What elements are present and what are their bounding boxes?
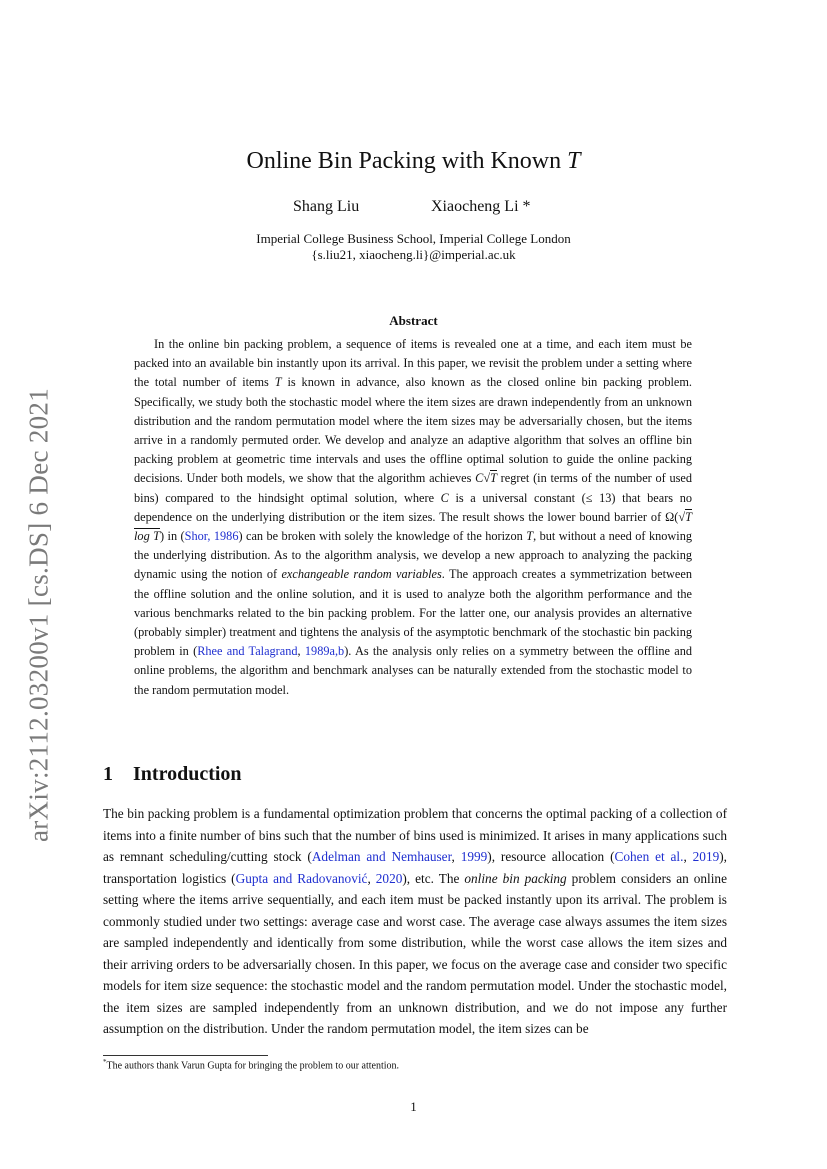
citation-link[interactable]: 1989a,b	[304, 644, 345, 659]
citation-link[interactable]: Shor, 1986	[184, 529, 239, 544]
title-text: Online Bin Packing with Known	[246, 148, 568, 174]
author-name: Xiaocheng Li *	[431, 198, 531, 215]
citation-link[interactable]: Rhee and Talagrand	[197, 644, 298, 659]
arxiv-sidebar	[14, 380, 64, 850]
sqrt-symbol: √	[483, 471, 491, 486]
citation-link[interactable]: Adelman and Nemhauser	[311, 849, 452, 864]
author-emails: {s.liu21, xiaocheng.li}@imperial.ac.uk	[311, 247, 516, 262]
sqrt-arg: T	[490, 471, 497, 486]
footnote: *The authors thank Varun Gupta for bringing the problem to our attention.	[103, 1058, 400, 1072]
affiliation: Imperial College Business School, Imperial College London	[256, 231, 571, 246]
section-title: Introduction	[133, 763, 242, 785]
arxiv-identifier[interactable]: arXiv:2112.03200v1 [cs.DS] 6 Dec 2021	[23, 387, 54, 843]
paper-title	[0, 148, 827, 175]
citation-link[interactable]: Cohen et al.	[614, 849, 684, 864]
introduction-paragraph: The bin packing problem is a fundamental optimization problem that concerns the optimal packing of a collection of items into a finite number of bins such that the number of bins used is minimized. It arises in many applications such as remnant scheduling/cutting stock (Adelman and Nemhauser, 1999), resource allocation (Cohen et al., 2019), transportation logistics (Gupta and Radovanović, 2020), etc. The online bin packing problem considers an online setting where the items arrive sequentially, and each item must be packed instantly upon its arrival. The problem is commonly studied under two settings: average case and worst case. The average case always assumes the item sizes are sampled independently and identically from some distribution, while the worst case allows the item sizes and their arriving orders to be adversarially chosen. In this paper, we focus on the average case and consider two specific models for item size sequence: the stochastic model and the random permutation model. Under the stochastic model, the item sizes are sampled independently from an unknown distribution, and we do not impose any further assumption on the distribution. Under the random permutation model, the item sizes can be	[103, 806, 727, 1036]
citation-link[interactable]: 1999	[460, 849, 488, 864]
page-number: 1	[410, 1099, 417, 1114]
citation-link[interactable]: 2020	[375, 870, 403, 886]
section-heading	[103, 763, 242, 786]
title-variable: T	[567, 148, 581, 174]
footnote-rule	[103, 1055, 268, 1056]
abstract-heading: Abstract	[389, 313, 438, 328]
abstract-body: In the online bin packing problem, a sequence of items is revealed one at a time, and each item must be packed into an available bin instantly upon its arrival. In this paper, we revisit the problem under a setting where the total number of items T is known in advance, also known as the closed online bin packing problem. Specifically, we study both the stochastic model where the item sizes are drawn independently from an unknown distribution and the random permutation model where the item sizes may be adversarially chosen, but the items arrive in a randomly permuted order. We develop and analyze an adaptive algorithm that solves an offline bin packing problem at geometric time intervals and uses the offline optimal solution to guide the online packing decisions. Under both models, we show that the algorithm achieves C√T regret (in terms of the number of used bins) compared to the hindsight optimal solution, where C is a universal constant (≤ 13) that bears no dependence on the underlying distribution or the item sizes. The result shows the lower bound barrier of Ω(√T log T) in (Shor, 1986) can be broken with solely the knowledge of the horizon T, but without a need of knowing the underlying distribution. As to the algorithm analysis, we develop a new approach to analyzing the packing dynamic using the notion of exchangeable random variables. The approach creates a symmetrization between the offline solution and the online solution, and it is used to analyze both the algorithm performance and the various benchmarks related to the bin packing problem. For the latter one, our analysis provides an alternative (probably simpler) treatment and tightens the analysis of the asymptotic benchmark of the stochastic bin packing problem in (Rhee and Talagrand, 1989a,b). As the analysis only relies on a symmetry between the offline and online problems, the algorithm and benchmark analyses can be naturally extended from the stochastic model to the random permutation model.	[134, 337, 693, 697]
citation-link[interactable]: 2019	[692, 849, 720, 864]
section-number: 1	[103, 763, 113, 785]
author-name: Shang Liu	[293, 198, 360, 215]
citation-link[interactable]: Gupta and Radovanović	[235, 870, 368, 886]
